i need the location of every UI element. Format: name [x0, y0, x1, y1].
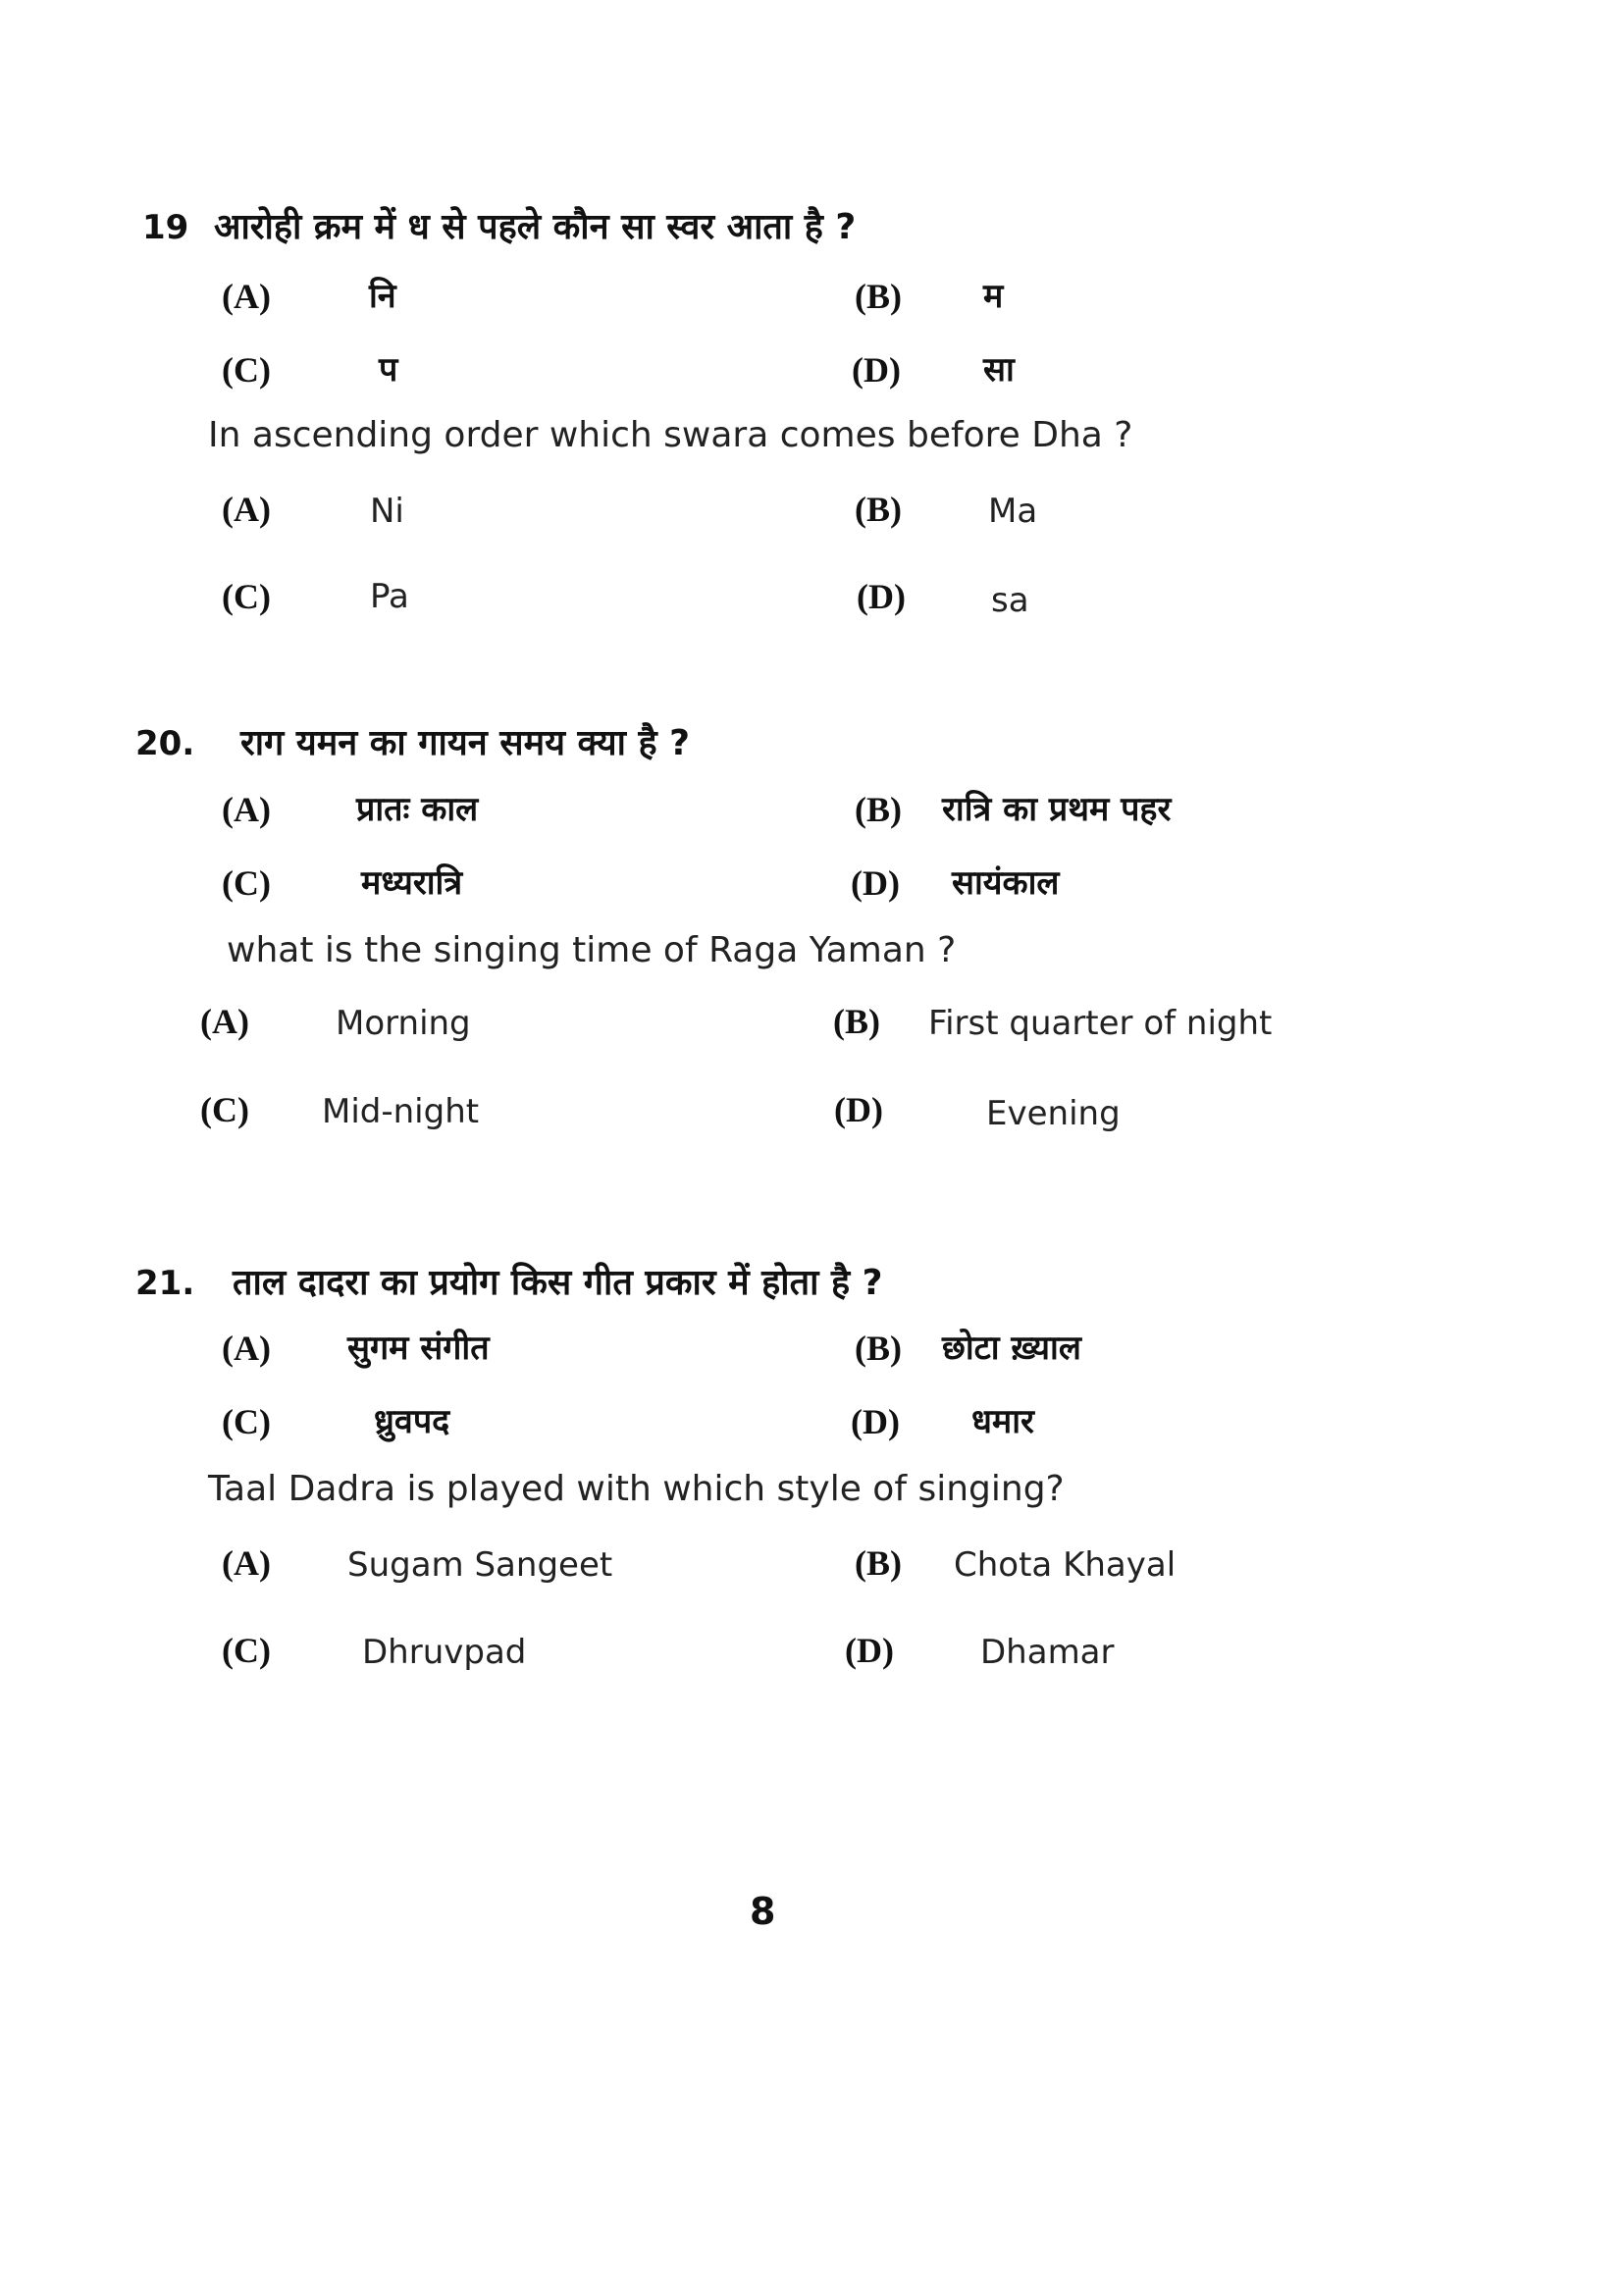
option-text: धमार: [971, 1402, 1034, 1441]
option-label: (D): [845, 1631, 894, 1670]
option-label: (B): [855, 1543, 902, 1583]
option-text: प्रातः काल: [356, 790, 479, 829]
option-label: (C): [200, 1090, 249, 1129]
option-text: Ma: [988, 492, 1038, 531]
option-label: (A): [200, 1002, 249, 1041]
option-text: Evening: [986, 1094, 1121, 1133]
option-label: (A): [222, 490, 271, 529]
option-text: सुगम संगीत: [347, 1329, 490, 1368]
option-label: (A): [222, 1543, 271, 1583]
question-text-english: In ascending order which swara comes before Dha ?: [208, 415, 1133, 455]
question-text-hindi: आरोही क्रम में ध से पहले कौन सा स्वर आता है ?: [214, 207, 857, 247]
option-label: (C): [222, 1402, 271, 1441]
option-label: (B): [833, 1002, 880, 1041]
option-text: sa: [991, 581, 1029, 620]
option-label: (B): [855, 1329, 902, 1368]
option-label: (C): [222, 1631, 271, 1670]
question-text-hindi: राग यमन का गायन समय क्या है ?: [240, 723, 691, 763]
option-label: (C): [222, 863, 271, 903]
option-text: सा: [983, 350, 1015, 390]
question-text-hindi: ताल दादरा का प्रयोग किस गीत प्रकार में होता है ?: [233, 1263, 883, 1303]
option-label: (B): [855, 790, 902, 829]
question-text-english: what is the singing time of Raga Yaman ?: [227, 930, 957, 970]
option-text: Dhamar: [980, 1633, 1115, 1672]
option-label: (B): [855, 490, 902, 529]
option-text: Pa: [370, 577, 409, 616]
option-text: Dhruvpad: [362, 1633, 527, 1672]
option-text: सायंकाल: [952, 863, 1060, 903]
question-number: 19: [142, 208, 189, 247]
option-text: नि: [369, 277, 396, 316]
question-number: 20.: [135, 724, 195, 763]
option-text: रात्रि का प्रथम पहर: [942, 790, 1172, 829]
option-label: (B): [855, 277, 902, 316]
option-label: (A): [222, 277, 271, 316]
option-label: (D): [834, 1090, 883, 1129]
question-text-english: Taal Dadra is played with which style of singing?: [208, 1469, 1065, 1509]
option-text: Morning: [336, 1004, 471, 1043]
option-text: मध्यरात्रि: [361, 863, 463, 903]
option-label: (C): [222, 577, 271, 616]
option-text: ध्रुवपद: [374, 1402, 450, 1441]
option-text: प: [379, 350, 398, 390]
option-text: Ni: [370, 492, 404, 531]
option-label: (D): [857, 577, 906, 616]
option-text: छोटा ख़्याल: [942, 1329, 1081, 1368]
option-text: म: [983, 277, 1004, 316]
option-text: Chota Khayal: [954, 1545, 1177, 1585]
page-number: 8: [750, 1890, 776, 1933]
option-label: (D): [851, 1402, 900, 1441]
option-text: Sugam Sangeet: [347, 1545, 613, 1585]
option-label: (A): [222, 790, 271, 829]
option-text: Mid-night: [322, 1092, 480, 1131]
option-label: (D): [851, 863, 900, 903]
option-label: (A): [222, 1329, 271, 1368]
option-text: First quarter of night: [928, 1004, 1273, 1043]
option-label: (C): [222, 350, 271, 390]
question-number: 21.: [135, 1264, 195, 1303]
option-label: (D): [852, 350, 901, 390]
